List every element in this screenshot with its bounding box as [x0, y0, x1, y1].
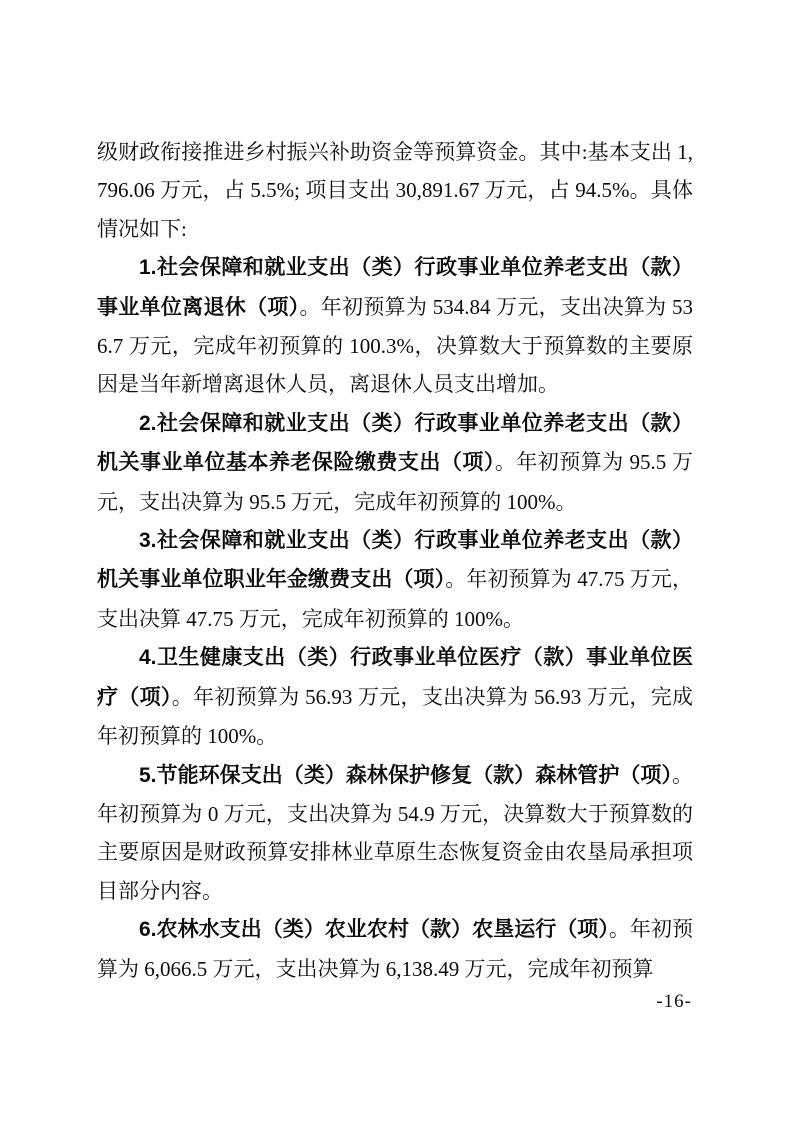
body-text: 。年初预算为 6,066.5 万元，支出决算为 6,138.49 万元，完成年初预算 — [97, 917, 694, 981]
budget-item-3 — [97, 521, 693, 638]
budget-item-6 — [97, 910, 693, 988]
budget-item-5 — [97, 756, 693, 911]
body-text: 级财政衔接推进乡村振兴补助资金等预算资金。其中:基本支出 1,796.06 万元，占 5.5%; 项目支出 30,891.67 万元，占 94.5%。具体情况如下: — [97, 140, 693, 241]
item-title-text: 6.农林水支出（类）农业农村（款）农垦运行（项） — [139, 918, 609, 942]
item-title-text: 3.社会保障和就业支出（类）行政事业单位养老支出（款）机关事业单位职业年金缴费支出（项） — [97, 529, 693, 592]
body-text: 。年初预算为 95.5 万元，支出决算为 95.5 万元，完成年初预算的 100%。 — [97, 450, 694, 514]
body-text: 。年初预算为 534.84 万元，支出决算为 536.7 万元，完成年初预算的 100.3%，决算数大于预算数的主要原因是当年新增离退休人员，离退休人员支出增加。 — [97, 294, 694, 397]
budget-item-1 — [97, 248, 693, 404]
body-text: 。年初预算为 47.75 万元，支出决算 47.75 万元，完成年初预算的 100%。 — [97, 567, 694, 631]
item-title-text: 1.社会保障和就业支出（类）行政事业单位养老支出（款）事业单位离退休（项） — [97, 256, 693, 319]
item-title-text: 2.社会保障和就业支出（类）行政事业单位养老支出（款）机关事业单位基本养老保险缴费支出（项） — [97, 411, 693, 475]
item-title-text: 4.卫生健康支出（类）行政事业单位医疗（款）事业单位医疗（项） — [97, 646, 693, 709]
budget-item-2 — [97, 404, 693, 521]
document-body — [97, 133, 693, 988]
body-text: 。年初预算为 0 万元，支出决算为 54.9 万元，决算数大于预算数的主要原因是财政预算安排林业草原生态恢复资金由农垦局承担项目部分内容。 — [97, 762, 693, 903]
body-text: 。年初预算为 56.93 万元，支出决算为 56.93 万元，完成年初预算的 100%。 — [97, 684, 694, 749]
budget-item-4 — [97, 638, 693, 755]
paragraph-continuation — [97, 133, 693, 248]
page-number: -16- — [656, 991, 692, 1012]
item-title-text: 5.节能环保支出（类）森林保护修复（款）森林管护（项） — [139, 763, 672, 787]
